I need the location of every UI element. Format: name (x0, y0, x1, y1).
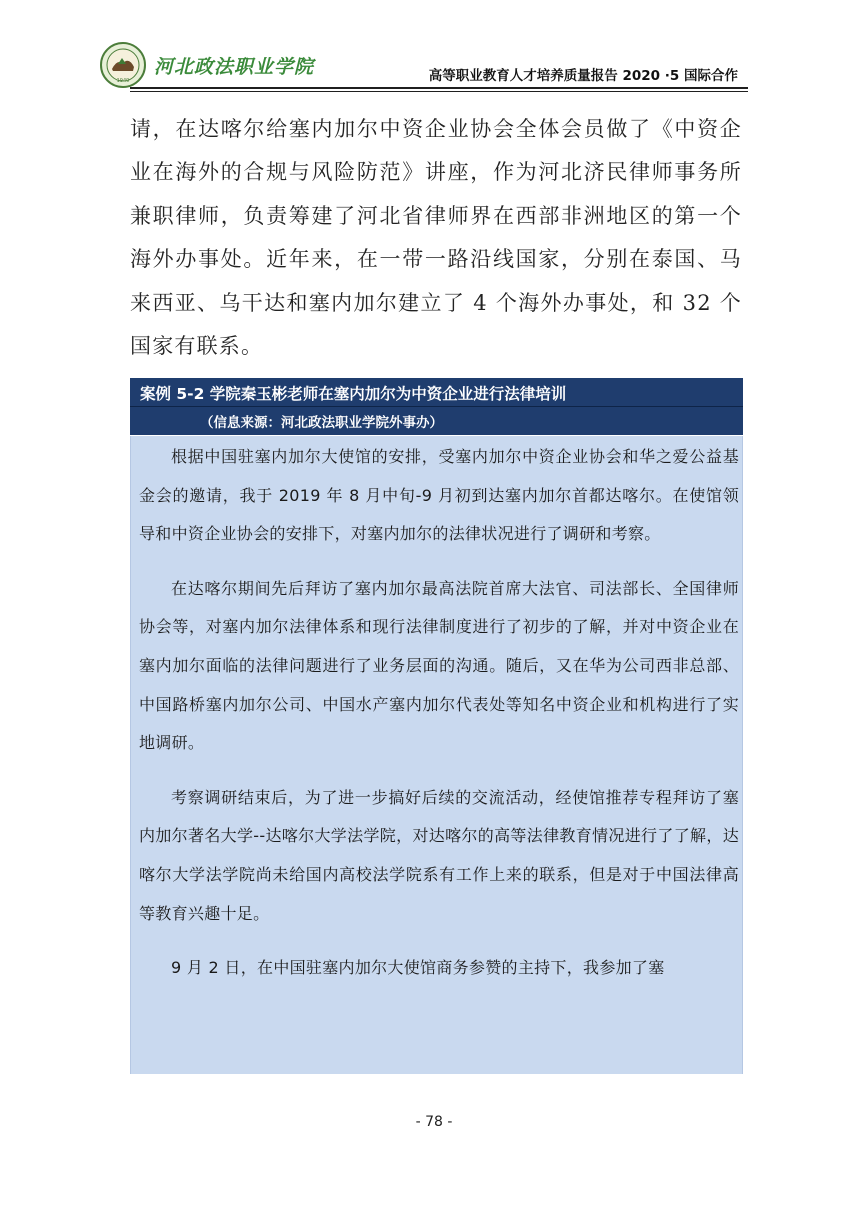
report-header-title: 高等职业教育人才培养质量报告 2020 ·5 国际合作 (428, 68, 738, 84)
header-divider-thin (130, 91, 748, 92)
page-header (100, 40, 750, 88)
page-number: - 78 - (415, 1114, 453, 1130)
case-source-bar (130, 407, 743, 435)
case-paragraph-2: 在达喀尔期间先后拜访了塞内加尔最高法院首席大法官、司法部长、全国律师协会等，对塞内加尔法律体系和现行法律制度进行了初步的了解，并对中资企业在塞内加尔面临的法律问题进行了业务层面的沟通。随后，又在华为公司西非总部、中国路桥塞内加尔公司、中国水产塞内加尔代表处等知名中资企业和机构进行了实地调研。 (139, 578, 739, 753)
case-title-bar (130, 378, 743, 407)
college-seal-icon (100, 42, 146, 88)
intro-paragraph: 请，在达喀尔给塞内加尔中资企业协会全体会员做了《中资企业在海外的合规与风险防范》讲座，作为河北济民律师事务所兼职律师，负责筹建了河北省律师界在西部非洲地区的第一个海外办事处。近年来，在一带一路沿线国家，分别在泰国、马来西亚、乌干达和塞内加尔建立了 4 个海外办事处，和 32 个国家有联系。 (130, 117, 742, 359)
svg-text:1949: 1949 (116, 78, 130, 84)
case-paragraph-3: 考察调研结束后，为了进一步搞好后续的交流活动，经使馆推荐专程拜访了塞内加尔著名大学--达喀尔大学法学院，对达喀尔的高等法律教育情况进行了了解，达喀尔大学法学院尚未给国内高校法学院系有工作上来的联系，但是对于中国法律高等教育兴趣十足。 (139, 787, 739, 923)
case-paragraph-1: 根据中国驻塞内加尔大使馆的安排，受塞内加尔中资企业协会和华之爱公益基金会的邀请，我于 2019 年 8 月中旬-9 月初到达塞内加尔首都达喀尔。在使馆领导和中资企业协会的安排下，对塞内加尔的法律状况进行了调研和考察。 (139, 447, 739, 544)
case-body (130, 436, 743, 1074)
header-divider (130, 87, 748, 89)
case-study-box (130, 378, 743, 1074)
case-title: 案例 5-2 学院秦玉彬老师在塞内加尔为中资企业进行法律培训 (140, 385, 567, 403)
case-source: （信息来源：河北政法职业学院外事办） (200, 415, 443, 431)
college-name-logo: 河北政法职业学院 (154, 56, 315, 78)
case-paragraph-4: 9 月 2 日，在中国驻塞内加尔大使馆商务参赞的主持下，我参加了塞 (171, 958, 665, 978)
intro-text-block (130, 108, 742, 368)
